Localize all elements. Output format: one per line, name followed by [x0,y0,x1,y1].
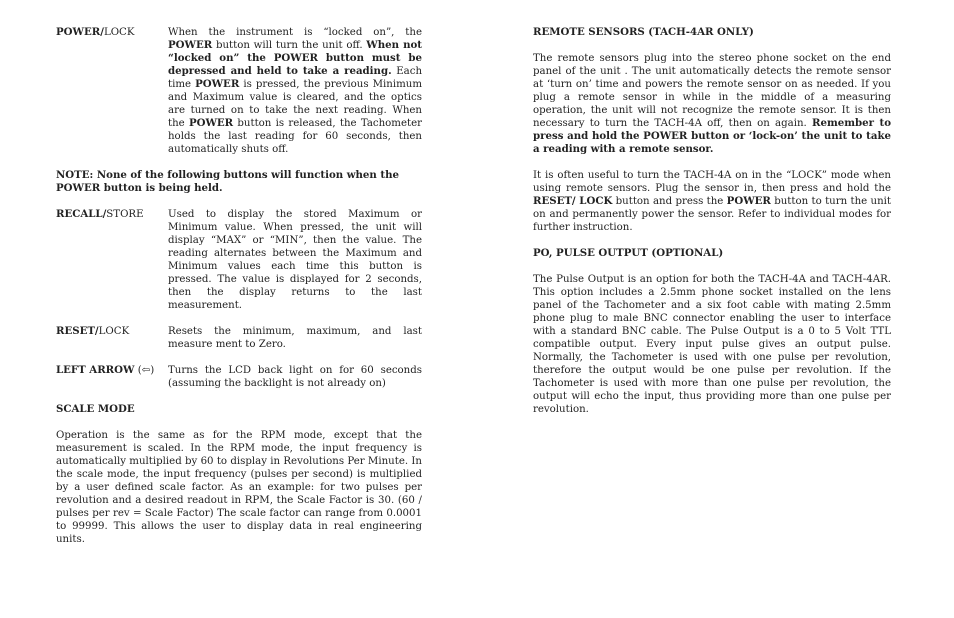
note-text: NOTE: None of the following buttons will function when the POWER button is being held. [56,169,399,194]
recall-store-description: Used to display the stored Maximum or Minimum value. When pressed, the unit will display “MAX” or “MIN”, then the value. The reading alternates between the Maximum and Minimum values each time this button is pressed. The value is displayed for 2 seconds, then the display returns to the last measurement. [168,209,422,311]
left-column [56,26,422,546]
left-arrow-icon: (⇦) [134,365,155,376]
recall-store-term: RECALL/STORE [56,208,144,220]
reset-lock-description: Resets the minimum, maximum, and last measure ment to Zero. [168,326,422,350]
power-lock-entry [56,26,422,156]
right-column [533,26,891,416]
scale-mode-heading: SCALE MODE [56,403,135,415]
pulse-output-heading: PO, PULSE OUTPUT (OPTIONAL) [533,247,724,259]
remote-sensors-paragraph-2: It is often useful to turn the TACH-4A on in the “LOCK” mode when using remote sensors. Plug the sensor in, then press and hold the RESET/ LOCK button and press the POWER button to turn the unit on and permanently power the sensor. Refer to individual modes for further instruction. [533,170,892,233]
left-arrow-entry [56,364,422,390]
remote-sensors-heading: REMOTE SENSORS (TACH-4AR ONLY) [533,26,754,38]
power-lock-term: POWER/LOCK [56,26,135,38]
left-arrow-description: Turns the LCD back light on for 60 seconds (assuming the backlight is not already on) [168,365,422,389]
remote-sensors-paragraph-1: The remote sensors plug into the stereo phone socket on the end panel of the unit . The unit automatically detects the remote sensor at ‘turn on’ time and powers the remote sensor on as needed. If you plug a remote sensor in while in the middle of a measuring operation, the unit will not recognize the remote sensor. It is then necessary to turn the TACH-4A off, then on again. Remember to press and hold the POWER button or ‘lock-on’ the unit to take a reading with a remote sensor. [533,53,891,155]
reset-lock-entry [56,325,422,351]
reset-lock-term: RESET/LOCK [56,325,130,337]
power-lock-description: When the instrument is “locked on”, the POWER button will turn the unit off. When not “locked on” the POWER button must be depressed and held to take a reading. Each time POWER is pressed, the previous Minimum and Maximum value is cleared, and the optics are turned on to take the next reading. When the POWER button is released, the Tachometer holds the last reading for 60 seconds, then automatically shuts off. [168,27,423,155]
left-arrow-term: LEFT ARROW (⇦) [56,364,155,376]
recall-store-entry [56,208,422,312]
pulse-output-text: The Pulse Output is an option for both the TACH-4A and TACH-4AR. This option includes a 2.5mm phone socket installed on the lens panel of the Tachometer and a six foot cable with mating 2.5mm phone plug to male BNC connector enabling the user to interface with a standard BNC cable. The Pulse Output is a 0 to 5 Volt TTL compatible output. Every input pulse gives an output pulse. Normally, the Tachometer is used with one pulse per revolution, therefore the output would be one pulse per revolution. If the Tachometer is used with more than one pulse per revolution, the output will echo the input, thus providing more than one pulse per revolution. [533,274,891,415]
scale-mode-text: Operation is the same as for the RPM mode, except that the measurement is scaled. In the RPM mode, the input frequency is automatically multiplied by 60 to display in Revolutions Per Minute. In the scale mode, the input frequency (pulses per second) is multiplied by a user defined scale factor. As an example: for two pulses per revolution and a desired readout in RPM, the Scale Factor is 30. (60 / pulses per rev = Scale Factor) The scale factor can range from 0.0001 to 99999. This allows the user to display data in real engineering units. [56,430,422,545]
